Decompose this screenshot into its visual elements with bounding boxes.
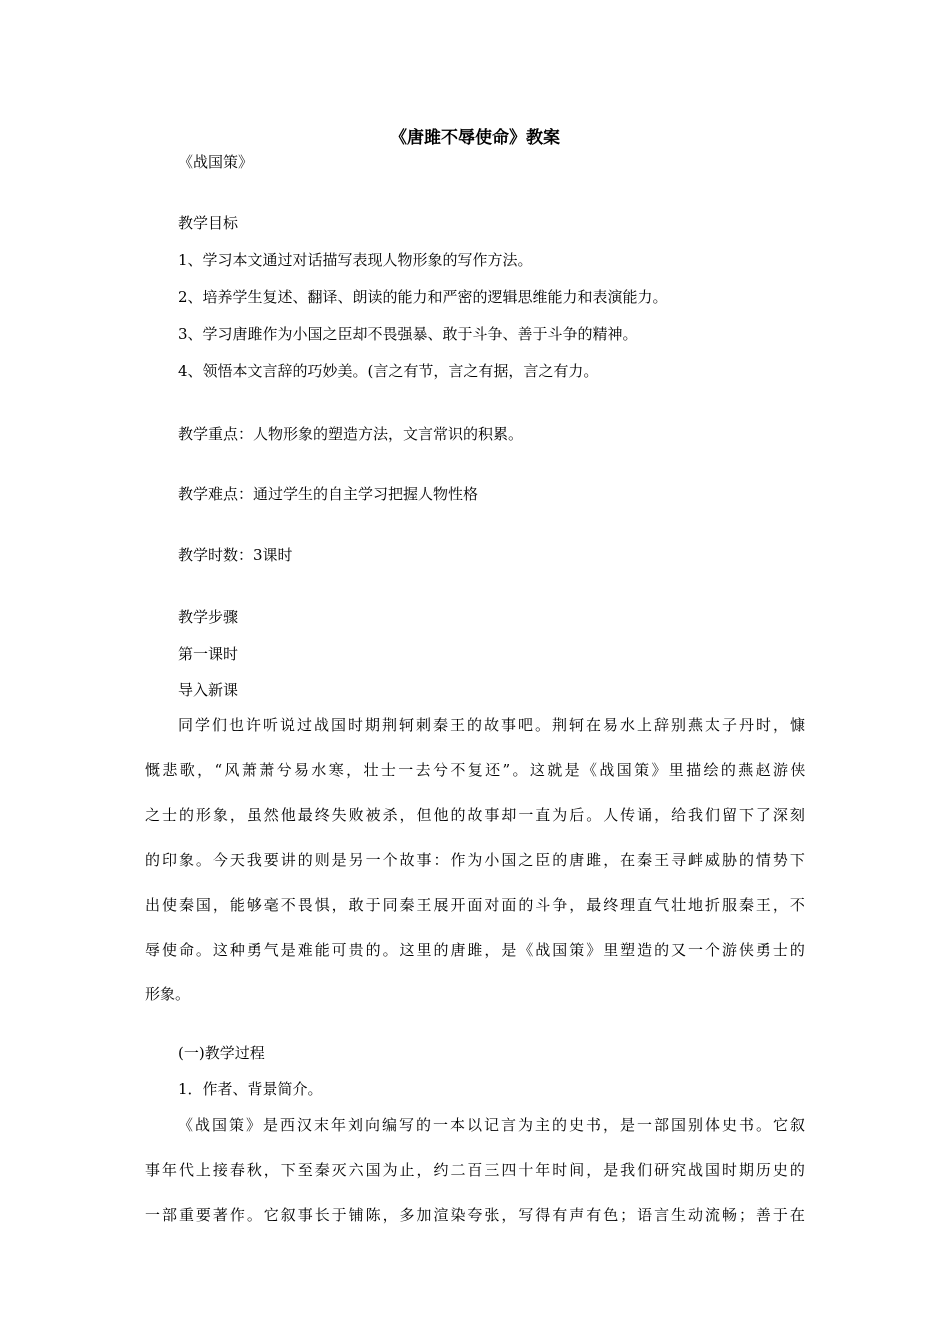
objective-item: 3、学习唐雎作为小国之臣却不畏强暴、敢于斗争、善于斗争的精神。: [178, 325, 638, 343]
teaching-hours: 教学时数：3课时: [178, 546, 293, 564]
objective-item: 2、培养学生复述、翻译、朗读的能力和严密的逻辑思维能力和表演能力。: [178, 288, 668, 306]
intro-paragraph-line: 的印象。今天我要讲的则是另一个故事：作为小国之臣的唐雎，在秦王寻衅威胁的情势下: [145, 851, 807, 869]
objective-item: 1、学习本文通过对话描写表现人物形象的写作方法。: [178, 251, 533, 269]
intro-paragraph-line: 出使秦国，能够毫不畏惧，敢于同秦王展开面对面的斗争，最终理直气壮地折服秦王，不: [145, 896, 807, 914]
intro-paragraph-line: 辱使命。这种勇气是难能可贵的。这里的唐雎，是《战国策》里塑造的又一个游侠勇士的: [145, 941, 807, 959]
process-heading: (一)教学过程: [178, 1044, 265, 1062]
intro-paragraph-line: 形象。: [145, 985, 191, 1003]
intro-heading: 导入新课: [178, 681, 239, 699]
intro-paragraph-line: 之士的形象，虽然他最终失败被杀，但他的故事却一直为后。人传诵，给我们留下了深刻: [145, 806, 807, 824]
lesson-one-heading: 第一课时: [178, 645, 239, 663]
key-points: 教学重点：人物形象的塑造方法，文言常识的积累。: [178, 425, 524, 443]
difficulties: 教学难点：通过学生的自主学习把握人物性格: [178, 485, 479, 503]
source-label: 《战国策》: [178, 153, 254, 171]
intro-paragraph-line: 同学们也许听说过战国时期荆轲刺秦王的故事吧。荆轲在易水上辞别燕太子丹时，慷: [178, 716, 808, 734]
objectives-heading: 教学目标: [178, 214, 239, 232]
author-paragraph-line: 事年代上接春秋，下至秦灭六国为止，约二百三四十年时间，是我们研究战国时期历史的: [145, 1161, 807, 1179]
author-paragraph-line: 一部重要著作。它叙事长于铺陈，多加渲染夸张，写得有声有色；语言生动流畅；善于在: [145, 1206, 807, 1224]
document-title: 《唐雎不辱使命》教案: [390, 128, 560, 148]
author-paragraph-line: 《战国策》是西汉末年刘向编写的一本以记言为主的史书，是一部国别体史书。它叙: [178, 1116, 808, 1134]
author-heading: 1．作者、背景简介。: [178, 1080, 323, 1098]
objective-item: 4、领悟本文言辞的巧妙美。(言之有节，言之有据，言之有力。: [178, 362, 599, 380]
intro-paragraph-line: 慨悲歌，“风萧萧兮易水寒，壮士一去兮不复还”。这就是《战国策》里描绘的燕赵游侠: [145, 761, 808, 779]
steps-heading: 教学步骤: [178, 608, 239, 626]
